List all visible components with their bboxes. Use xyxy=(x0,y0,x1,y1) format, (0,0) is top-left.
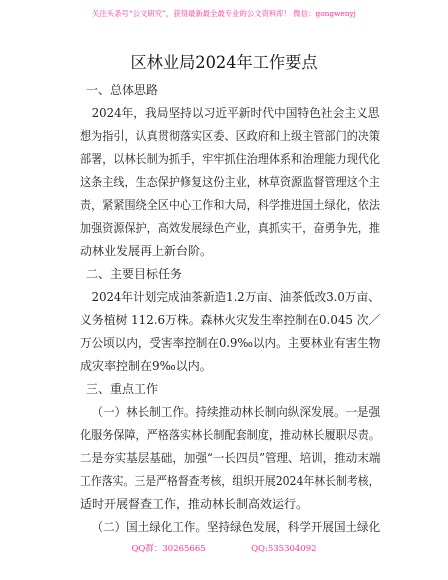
body-line: 义务植树 112.6万株。森林火灾发生率控制在0.045 次／ xyxy=(80,313,381,327)
promo-banner: 关注头条号“公文研究”，获得最新最全最专业的公文资料库！ 微信：gongwenyj xyxy=(92,9,356,18)
body-line: 化服务保障，严格落实林长制配套制度，推动林长履职尽责。 xyxy=(80,428,381,442)
section-heading: 二、主要目标任务 xyxy=(86,267,183,281)
body-line: 部署，以林长制为抓手，牢牢抓住治理体系和治理能力现代化 xyxy=(80,152,381,166)
page-footer xyxy=(0,543,448,555)
footer-qq: QQ:535304092 xyxy=(251,544,317,554)
body-line: 动林业发展再上新台阶。 xyxy=(80,244,213,258)
body-line: 2024年计划完成油茶新造1.2万亩、油茶低改3.0万亩、 xyxy=(91,290,380,304)
body-line: 2024年，我局坚持以习近平新时代中国特色社会主义思 xyxy=(91,106,380,120)
body-line: 想为指引，认真贯彻落实区委、区政府和上级主管部门的决策 xyxy=(80,129,381,143)
body-line: 二是夯实基层基础，加强“一长四员”管理、培训，推动末端 xyxy=(80,451,381,465)
section-heading: 一、总体思路 xyxy=(86,83,159,97)
body-line: 工作落实。三是严格督查考核，组织开展2024年林长制考核， xyxy=(80,474,380,488)
body-line: （一）林长制工作。持续推动林长制向纵深发展。一是强 xyxy=(91,405,381,419)
body-line: 适时开展督查工作，推动林长制高效运行。 xyxy=(80,497,309,511)
body-line: （二）国土绿化工作。坚持绿色发展，科学开展国土绿化 xyxy=(91,520,381,534)
body-line: 成灾率控制在9‰以内。 xyxy=(80,359,212,373)
body-line: 万公顷以内，受害率控制在0.9‰以内。主要林业有害生物 xyxy=(80,336,381,350)
document-title: 区林业局2024年工作要点 xyxy=(130,53,318,72)
body-line: 加强资源保护，高效发展绿色产业，真抓实干，奋勇争先，推 xyxy=(80,221,381,235)
body-line: 责，紧紧围绕全区中心工作和大局，科学推进国土绿化，依法 xyxy=(80,198,381,212)
section-heading: 三、重点工作 xyxy=(86,382,159,396)
document-body xyxy=(80,79,380,539)
body-line: 这条主线，生态保护修复这份主业，林草资源监督管理这个主 xyxy=(80,175,381,189)
footer-qq-group: QQ群：30265665 xyxy=(131,544,206,554)
